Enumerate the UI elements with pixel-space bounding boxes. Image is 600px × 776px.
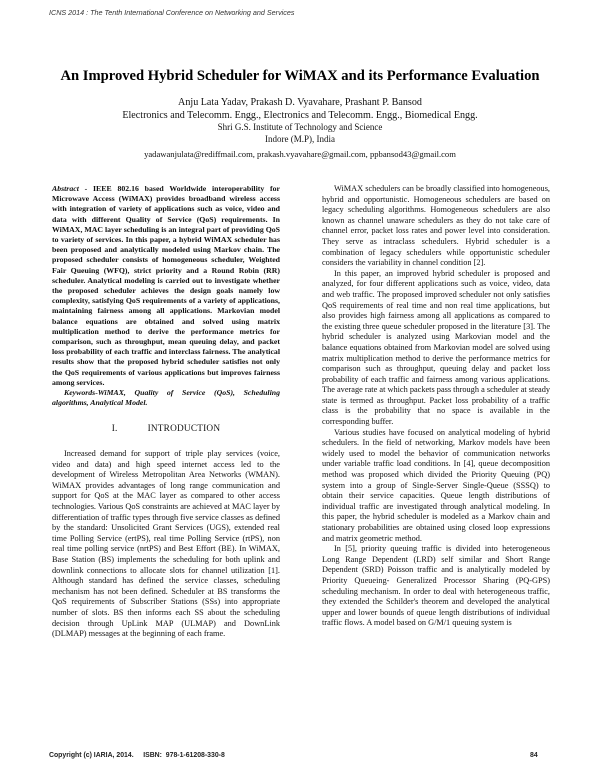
author-block <box>20 96 580 161</box>
footer-copyright: Copyright (c) IARIA, 2014. ISBN: 978-1-61208-330-8 <box>49 752 225 759</box>
section-title: INTRODUCTION <box>147 424 221 435</box>
author-location: Indore (M.P), India <box>265 133 335 144</box>
page-number: 84 <box>530 752 538 759</box>
right-paragraph-2: In this paper, an improved hybrid scheduler is proposed and analyzed, for four different applications such as voice, video, data and web traffic. The proposed improved scheduler not only satisfies QoS requirements of real time and non real time applications, but also provides high fairness among all applications as compared to the existing three queue scheduler proposed in the literature [3]. The hybrid scheduler is analyzed using Markovian model and the balance equations obtained from Markovian model are solved using matrix multiplication method to derive the performance metrics for comparison such as throughput, queuing delay and packet loss probability of each traffic and fairness among various applications. The average rate at which packets pass through a scheduler at steady state is termed as throughput. Packet loss probability of a traffic class is the probability that no space is available in the corresponding buffer. <box>322 268 550 427</box>
abstract-text: - IEEE 802.16 based Worldwide interoperability for Microwave Access (WiMAX) provides broadband wireless access with integration of variety of applications such as voice, video and data with different Quality of Service (QoS) requirements. In WiMAX, MAC layer scheduling is an integral part of providing QoS to variety of services. In this paper, a hybrid WiMAX scheduler has been proposed and analytically modeled using Markov chain. The proposed scheduler consists of homogeneous scheduler, Weighted Fair Queuing (WFQ), strict priority and a Round Robin (RR) scheduler. Analytical modeling is carried out to investigate whether the proposed scheduler achieves the design goals namely low complexity, satisfying QoS requirements of a variety of applications, maintaining fairness among all applications. Markovian model balance equations are obtained and solved using matrix multiplication method to derive the performance metrics for comparison, such as throughput, mean queuing delay, and packet loss probability of each traffic and interclass fairness. The analytical results show that the proposed hybrid scheduler satisfies not only the QoS requirements of various applications but improves fairness among services. <box>52 184 280 387</box>
right-column <box>322 184 550 629</box>
paper-title: An Improved Hybrid Scheduler for WiMAX and its Performance Evaluation <box>60 68 540 84</box>
introduction-body <box>52 449 280 640</box>
left-column <box>52 184 280 640</box>
author-institute: Shri G.S. Institute of Technology and Science <box>217 122 383 132</box>
right-paragraph-1: WiMAX schedulers can be broadly classified into homogeneous, hybrid and opportunistic. Homogeneous schedulers are based on legacy scheduling algorithms. Homogeneous schedulers are also known as channel unaware schedulers as they do not take care of channel error, packet loss rates and power level into consideration. They serve as intraclass schedulers. Hybrid scheduler is a combination of legacy schedulers while opportunistic scheduler considers the variability in channel condition [2]. <box>322 184 550 268</box>
author-emails: yadawanjulata@rediffmail.com, prakash.vyavahare@gmail.com, ppbansod43@gmail.com <box>144 149 456 159</box>
right-paragraph-4: In [5], priority queuing traffic is divided into heterogeneous Long Range Dependent (LRD) self similar and Short Range Dependent (SRD) Poisson traffic and is analytically modeled by Priority Queueing- Generalized Processor Sharing (PQ-GPS) scheduling mechanism. In order to deal with heterogeneous traffic, they extended the Schilder's theorem and developed the analytical upper and lower bounds of queue length distributions of individual traffic flows. A model based on G/M/1 queuing system is <box>322 544 550 628</box>
author-departments: Electronics and Telecomm. Engg., Electronics and Telecomm. Engg., Biomedical Engg. <box>122 110 478 121</box>
keywords: Keywords-WiMAX, Quality of Service (QoS), Scheduling algorithms, Analytical Model. <box>52 388 280 408</box>
running-header: ICNS 2014 : The Tenth International Conference on Networking and Services <box>49 8 295 17</box>
abstract-lead: Abstract <box>52 184 79 193</box>
section-heading-introduction <box>52 424 280 435</box>
right-paragraph-3: Various studies have focused on analytical modeling of hybrid schedulers. In the field of networking, Markov models have been widely used to model the behavior of communication networks under variable traffic load conditions. In [4], queue decomposition method was proposed which divided the Priority Queuing (PQ) system into a group of Single-Server Single-Queue (SSSQ) to obtain their service capacities. Queue length distributions of individual traffic are investigated through analytical modeling. In this paper, the hybrid scheduler is modeled as a Markov chain and stationary probabilities are obtained using closed loop expressions and matrix geometric method. <box>322 427 550 543</box>
section-number: I. <box>111 424 118 435</box>
author-names: Anju Lata Yadav, Prakash D. Vyavahare, Prashant P. Bansod <box>178 97 422 108</box>
intro-paragraph: Increased demand for support of triple play services (voice, video and data) and high speed internet access led to the development of Wireless Metropolitan Area Networks (WMAN). WiMAX provides advantages of long range communication and support for QoS at the MAC layer as compared to other access technologies. Various QoS constraints are achieved at MAC layer by differentiation of traffic types through five service classes as defined by the standard: Unsolicited Grant Services (UGS), extended real time Polling Service (ertPS), real time Polling Service (rtPS), non real time polling service (nrtPS) and Best Effort (BE). In WiMAX, Base Station (BS) implements the scheduling for both uplink and downlink connections to allocate slots for channel utilization [1]. Although standard has defined the service classes, scheduling mechanism has not been defined. Scheduler at BS transforms the QoS requirements of Subscriber Stations (SSs) into appropriate number of slots. BS then informs each SS about the scheduling decision through UpLink MAP (ULMAP) and DownLink (DLMAP) messages at the beginning of each frame. <box>52 449 280 639</box>
abstract <box>52 184 280 388</box>
